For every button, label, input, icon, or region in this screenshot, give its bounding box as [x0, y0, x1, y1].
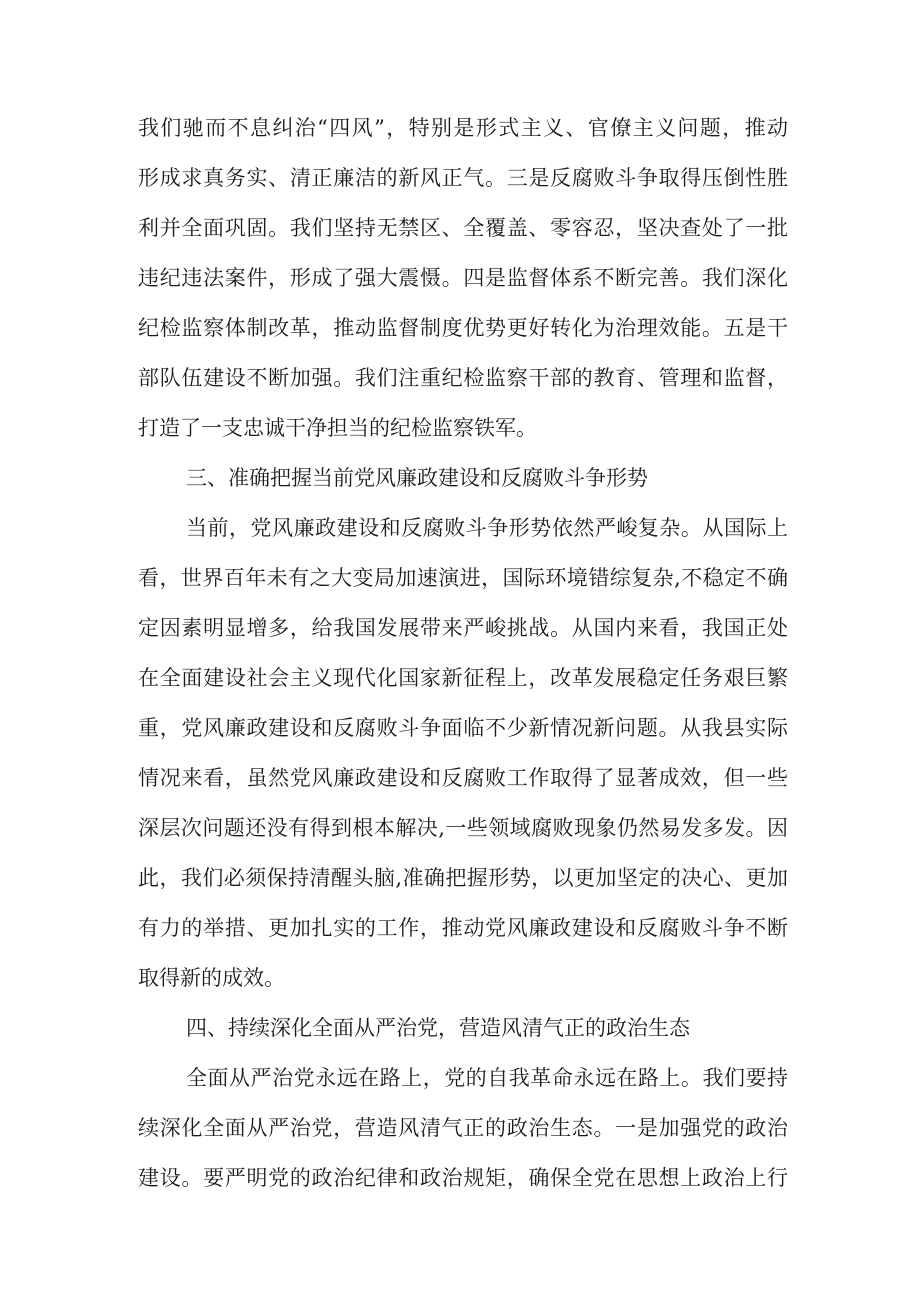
section-heading: 三、准确把握当前党风廉政建设和反腐败斗争形势 [186, 466, 648, 490]
paragraph-line: 我们驰而不息纠治“四风”，特别是形式主义、官僚主义问题，推动 [138, 116, 788, 140]
paragraph-line: 打造了一支忠诚干净担当的纪检监察铁军。 [138, 416, 537, 440]
paragraph-line: 部队伍建设不断加强。我们注重纪检监察干部的教育、管理和监督， [138, 366, 788, 390]
paragraph-line: 有力的举措、更加扎实的工作，推动党风廉政建设和反腐败斗争不断 [138, 916, 788, 940]
paragraph-line: 重，党风廉政建设和反腐败斗争面临不少新情况新问题。从我县实际 [138, 716, 788, 740]
paragraph-line: 此，我们必须保持清醒头脑,准确把握形势，以更加坚定的决心、更加 [138, 866, 788, 890]
paragraph-line: 建设。要严明党的政治纪律和政治规矩，确保全党在思想上政治上行 [138, 1166, 788, 1190]
paragraph-line: 当前，党风廉政建设和反腐败斗争形势依然严峻复杂。从国际上 [186, 516, 788, 540]
paragraph-line: 利并全面巩固。我们坚持无禁区、全覆盖、零容忍，坚决查处了一批 [138, 216, 788, 240]
paragraph-line: 取得新的成效。 [138, 966, 285, 990]
paragraph-line: 定因素明显增多，给我国发展带来严峻挑战。从国内来看，我国正处 [138, 616, 788, 640]
paragraph-line: 违纪违法案件，形成了强大震慑。四是监督体系不断完善。我们深化 [138, 266, 788, 290]
paragraph-line: 全面从严治党永远在路上，党的自我革命永远在路上。我们要持 [186, 1066, 788, 1090]
section-heading: 四、持续深化全面从严治党，营造风清气正的政治生态 [186, 1016, 690, 1040]
paragraph-line: 看，世界百年未有之大变局加速演进，国际环境错综复杂,不稳定不确 [138, 566, 788, 590]
paragraph-line: 形成求真务实、清正廉洁的新风正气。三是反腐败斗争取得压倒性胜 [138, 166, 788, 190]
paragraph-line: 纪检监察体制改革，推动监督制度优势更好转化为治理效能。五是干 [138, 316, 788, 340]
paragraph-line: 续深化全面从严治党，营造风清气正的政治生态。一是加强党的政治 [138, 1116, 788, 1140]
paragraph-line: 深层次问题还没有得到根本解决,一些领域腐败现象仍然易发多发。因 [138, 816, 788, 840]
paragraph-line: 情况来看，虽然党风廉政建设和反腐败工作取得了显著成效，但一些 [138, 766, 788, 790]
paragraph-line: 在全面建设社会主义现代化国家新征程上，改革发展稳定任务艰巨繁 [138, 666, 788, 690]
